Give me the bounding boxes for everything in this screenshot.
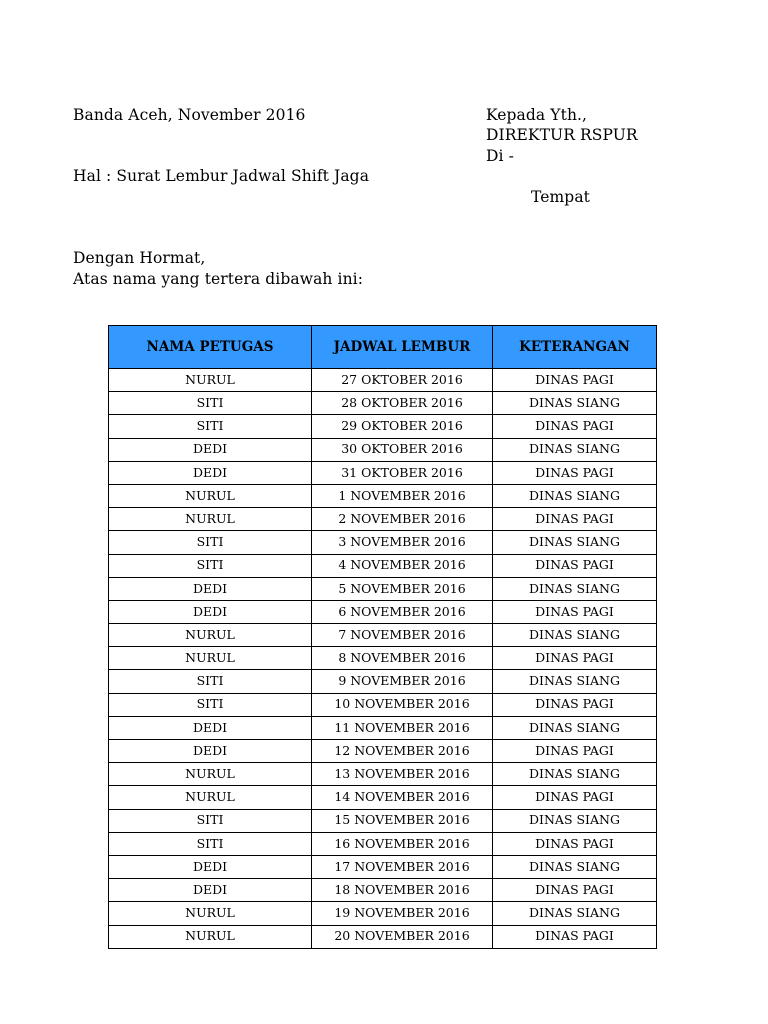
cell-remarks: DINAS SIANG xyxy=(493,392,657,415)
table-row xyxy=(109,786,657,809)
cell-officer-name: NURUL xyxy=(109,624,312,647)
cell-remarks: DINAS PAGI xyxy=(493,647,657,670)
cell-remarks: DINAS SIANG xyxy=(493,577,657,600)
greeting: Dengan Hormat, xyxy=(73,249,206,267)
column-header-remarks: KETERANGAN xyxy=(493,326,657,369)
cell-officer-name: DEDI xyxy=(109,716,312,739)
cell-officer-name: DEDI xyxy=(109,461,312,484)
cell-overtime-date: 20 NOVEMBER 2016 xyxy=(312,925,493,948)
cell-remarks: DINAS PAGI xyxy=(493,369,657,392)
cell-remarks: DINAS SIANG xyxy=(493,531,657,554)
cell-overtime-date: 2 NOVEMBER 2016 xyxy=(312,508,493,531)
table-row xyxy=(109,415,657,438)
cell-officer-name: SITI xyxy=(109,693,312,716)
cell-officer-name: SITI xyxy=(109,415,312,438)
cell-officer-name: NURUL xyxy=(109,508,312,531)
cell-officer-name: SITI xyxy=(109,554,312,577)
table-row xyxy=(109,763,657,786)
intro-text: Atas nama yang tertera dibawah ini: xyxy=(73,270,364,288)
cell-officer-name: SITI xyxy=(109,670,312,693)
cell-overtime-date: 19 NOVEMBER 2016 xyxy=(312,902,493,925)
table-row xyxy=(109,693,657,716)
cell-officer-name: SITI xyxy=(109,809,312,832)
cell-overtime-date: 31 OKTOBER 2016 xyxy=(312,461,493,484)
cell-overtime-date: 13 NOVEMBER 2016 xyxy=(312,763,493,786)
table-row xyxy=(109,392,657,415)
cell-overtime-date: 30 OKTOBER 2016 xyxy=(312,438,493,461)
cell-officer-name: DEDI xyxy=(109,438,312,461)
cell-overtime-date: 17 NOVEMBER 2016 xyxy=(312,855,493,878)
cell-overtime-date: 18 NOVEMBER 2016 xyxy=(312,879,493,902)
subject-line: Hal : Surat Lembur Jadwal Shift Jaga xyxy=(73,167,370,185)
cell-remarks: DINAS PAGI xyxy=(493,925,657,948)
cell-overtime-date: 10 NOVEMBER 2016 xyxy=(312,693,493,716)
table-row xyxy=(109,461,657,484)
cell-officer-name: NURUL xyxy=(109,763,312,786)
column-header-name: NAMA PETUGAS xyxy=(109,326,312,369)
cell-overtime-date: 3 NOVEMBER 2016 xyxy=(312,531,493,554)
cell-officer-name: NURUL xyxy=(109,902,312,925)
cell-remarks: DINAS SIANG xyxy=(493,670,657,693)
cell-overtime-date: 28 OKTOBER 2016 xyxy=(312,392,493,415)
table-body xyxy=(109,369,657,949)
table-row xyxy=(109,716,657,739)
cell-overtime-date: 9 NOVEMBER 2016 xyxy=(312,670,493,693)
cell-officer-name: SITI xyxy=(109,832,312,855)
cell-remarks: DINAS SIANG xyxy=(493,624,657,647)
table-row xyxy=(109,508,657,531)
cell-remarks: DINAS SIANG xyxy=(493,855,657,878)
cell-officer-name: NURUL xyxy=(109,647,312,670)
cell-remarks: DINAS PAGI xyxy=(493,461,657,484)
table-row xyxy=(109,369,657,392)
table-row xyxy=(109,809,657,832)
cell-overtime-date: 29 OKTOBER 2016 xyxy=(312,415,493,438)
cell-remarks: DINAS SIANG xyxy=(493,902,657,925)
table-row xyxy=(109,438,657,461)
cell-remarks: DINAS SIANG xyxy=(493,438,657,461)
recipient-salutation: Kepada Yth., xyxy=(486,106,588,124)
table-row xyxy=(109,925,657,948)
recipient-di: Di - xyxy=(486,147,514,165)
table-row xyxy=(109,879,657,902)
cell-remarks: DINAS PAGI xyxy=(493,554,657,577)
cell-remarks: DINAS PAGI xyxy=(493,832,657,855)
cell-overtime-date: 15 NOVEMBER 2016 xyxy=(312,809,493,832)
cell-overtime-date: 6 NOVEMBER 2016 xyxy=(312,600,493,623)
cell-officer-name: SITI xyxy=(109,531,312,554)
cell-remarks: DINAS PAGI xyxy=(493,508,657,531)
cell-overtime-date: 11 NOVEMBER 2016 xyxy=(312,716,493,739)
table-row xyxy=(109,902,657,925)
cell-officer-name: DEDI xyxy=(109,855,312,878)
table-row xyxy=(109,531,657,554)
cell-overtime-date: 16 NOVEMBER 2016 xyxy=(312,832,493,855)
cell-remarks: DINAS PAGI xyxy=(493,786,657,809)
cell-officer-name: SITI xyxy=(109,392,312,415)
cell-remarks: DINAS PAGI xyxy=(493,879,657,902)
column-header-schedule: JADWAL LEMBUR xyxy=(312,326,493,369)
table-row xyxy=(109,832,657,855)
cell-remarks: DINAS PAGI xyxy=(493,693,657,716)
table-header-row xyxy=(109,326,657,369)
cell-officer-name: NURUL xyxy=(109,484,312,507)
cell-remarks: DINAS SIANG xyxy=(493,809,657,832)
recipient-place: Tempat xyxy=(531,188,590,206)
schedule-table xyxy=(108,325,657,949)
cell-remarks: DINAS PAGI xyxy=(493,600,657,623)
cell-remarks: DINAS SIANG xyxy=(493,484,657,507)
cell-remarks: DINAS SIANG xyxy=(493,716,657,739)
cell-officer-name: NURUL xyxy=(109,369,312,392)
cell-remarks: DINAS PAGI xyxy=(493,415,657,438)
cell-overtime-date: 12 NOVEMBER 2016 xyxy=(312,740,493,763)
cell-overtime-date: 8 NOVEMBER 2016 xyxy=(312,647,493,670)
cell-officer-name: DEDI xyxy=(109,879,312,902)
schedule-table-wrapper xyxy=(108,325,656,949)
table-row xyxy=(109,600,657,623)
table-row xyxy=(109,484,657,507)
table-row xyxy=(109,855,657,878)
table-row xyxy=(109,740,657,763)
cell-overtime-date: 7 NOVEMBER 2016 xyxy=(312,624,493,647)
cell-overtime-date: 27 OKTOBER 2016 xyxy=(312,369,493,392)
table-row xyxy=(109,670,657,693)
place-date: Banda Aceh, November 2016 xyxy=(73,106,306,124)
table-row xyxy=(109,577,657,600)
cell-officer-name: DEDI xyxy=(109,577,312,600)
cell-officer-name: DEDI xyxy=(109,600,312,623)
cell-overtime-date: 1 NOVEMBER 2016 xyxy=(312,484,493,507)
cell-officer-name: NURUL xyxy=(109,925,312,948)
cell-officer-name: NURUL xyxy=(109,786,312,809)
cell-remarks: DINAS PAGI xyxy=(493,740,657,763)
cell-overtime-date: 14 NOVEMBER 2016 xyxy=(312,786,493,809)
recipient-name: DIREKTUR RSPUR xyxy=(486,126,638,144)
table-row xyxy=(109,624,657,647)
table-row xyxy=(109,554,657,577)
cell-overtime-date: 5 NOVEMBER 2016 xyxy=(312,577,493,600)
cell-overtime-date: 4 NOVEMBER 2016 xyxy=(312,554,493,577)
table-row xyxy=(109,647,657,670)
cell-officer-name: DEDI xyxy=(109,740,312,763)
cell-remarks: DINAS SIANG xyxy=(493,763,657,786)
